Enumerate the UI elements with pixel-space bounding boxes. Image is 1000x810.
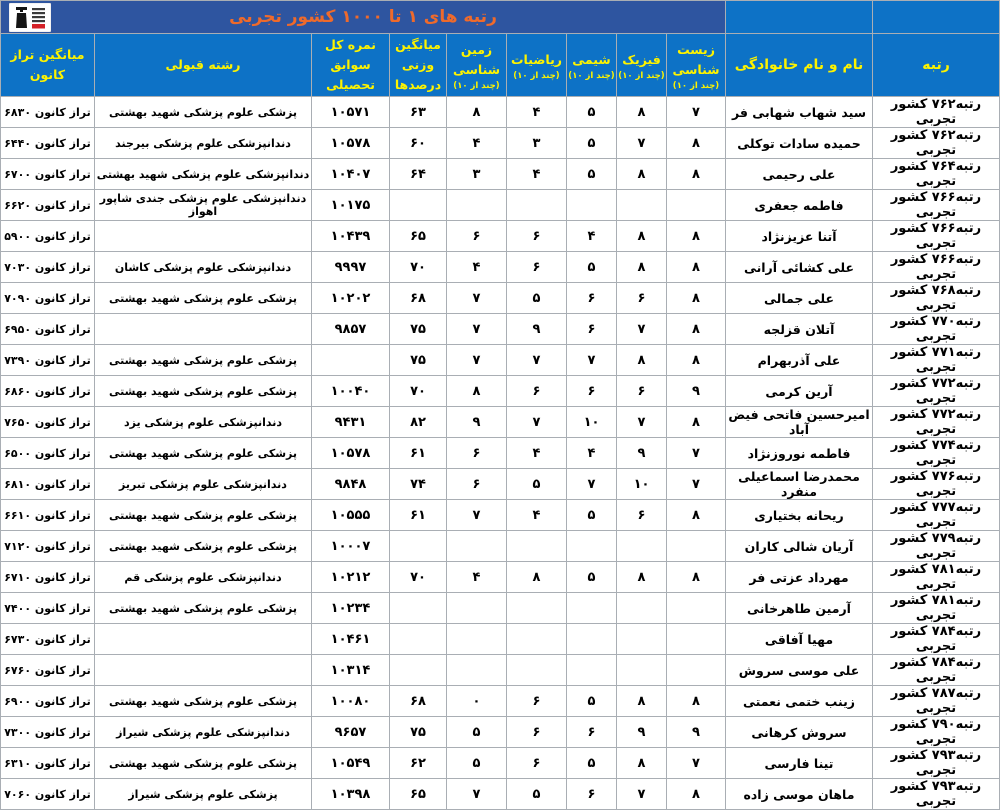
cell-physics: ۹	[617, 438, 667, 469]
cell-biology: ۸	[667, 159, 726, 190]
cell-weighted-avg	[390, 531, 447, 562]
cell-geology	[447, 655, 507, 686]
cell-chemistry: ۵	[567, 500, 617, 531]
cell-major: دندانپزشکی علوم پزشکی شیراز	[95, 717, 312, 748]
cell-physics	[617, 190, 667, 221]
cell-kanoon-avg: تراز کانون ۶۸۶۰	[0, 376, 94, 407]
cell-total-record: ۱۰۴۰۷	[312, 159, 390, 190]
table-row	[0, 345, 999, 376]
header-biology: زیست شناسی (چند از ۱۰)	[667, 34, 726, 97]
cell-math: ۶	[507, 717, 567, 748]
cell-math: ۶	[507, 252, 567, 283]
cell-biology	[667, 593, 726, 624]
cell-name: علی جمالی	[726, 283, 873, 314]
cell-physics: ۸	[617, 345, 667, 376]
cell-biology: ۸	[667, 283, 726, 314]
cell-total-record: ۱۰۰۸۰	[312, 686, 390, 717]
table-row	[0, 314, 999, 345]
cell-total-record: ۱۰۵۷۸	[312, 438, 390, 469]
cell-kanoon-avg: تراز کانون ۷۶۵۰	[0, 407, 94, 438]
cell-major: دندانپزشکی علوم پزشکی شهید بهشتی	[95, 159, 312, 190]
cell-biology: ۹	[667, 717, 726, 748]
cell-total-record	[312, 345, 390, 376]
cell-physics: ۸	[617, 686, 667, 717]
cell-geology: ۸	[447, 376, 507, 407]
cell-rank: رتبه۷۸۴ کشور تجربی	[873, 624, 1000, 655]
cell-biology	[667, 655, 726, 686]
cell-kanoon-avg: تراز کانون ۶۷۱۰	[0, 562, 94, 593]
cell-kanoon-avg: تراز کانون ۶۵۰۰	[0, 438, 94, 469]
cell-weighted-avg: ۶۵	[390, 779, 447, 810]
header-total-record: نمره کل سوابق تحصیلی	[312, 34, 390, 97]
cell-biology: ۸	[667, 686, 726, 717]
cell-rank: رتبه۷۸۴ کشور تجربی	[873, 655, 1000, 686]
cell-physics: ۸	[617, 97, 667, 128]
cell-math	[507, 624, 567, 655]
cell-chemistry: ۶	[567, 717, 617, 748]
cell-kanoon-avg: تراز کانون ۷۴۰۰	[0, 593, 94, 624]
cell-geology: ۵	[447, 717, 507, 748]
cell-major: دندانپزشکی علوم پزشکی قم	[95, 562, 312, 593]
cell-total-record: ۱۰۳۱۴	[312, 655, 390, 686]
cell-major: پزشکی علوم پزشکی شیراز	[95, 779, 312, 810]
cell-major: پزشکی علوم پزشکی شهید بهشتی	[95, 438, 312, 469]
cell-rank: رتبه۷۷۲ کشور تجربی	[873, 407, 1000, 438]
cell-biology: ۸	[667, 128, 726, 159]
cell-chemistry: ۵	[567, 252, 617, 283]
table-row	[0, 438, 999, 469]
table-row	[0, 624, 999, 655]
cell-geology: ۷	[447, 779, 507, 810]
cell-math: ۴	[507, 97, 567, 128]
cell-chemistry	[567, 624, 617, 655]
header-weighted-avg: میانگین وزنی درصدها	[390, 34, 447, 97]
cell-major: دندانپزشکی علوم پزشکی جندی شاپور اهواز	[95, 190, 312, 221]
cell-rank: رتبه۷۶۶ کشور تجربی	[873, 221, 1000, 252]
cell-biology: ۸	[667, 500, 726, 531]
cell-physics: ۷	[617, 128, 667, 159]
cell-total-record: ۱۰۱۷۵	[312, 190, 390, 221]
cell-name: محمدرضا اسماعیلی منفرد	[726, 469, 873, 500]
cell-geology: ۴	[447, 562, 507, 593]
cell-biology: ۷	[667, 97, 726, 128]
cell-geology: ۴	[447, 128, 507, 159]
cell-chemistry: ۶	[567, 283, 617, 314]
cell-kanoon-avg: تراز کانون ۷۳۹۰	[0, 345, 94, 376]
cell-biology: ۸	[667, 221, 726, 252]
cell-physics: ۱۰	[617, 469, 667, 500]
cell-physics: ۶	[617, 376, 667, 407]
cell-weighted-avg: ۷۰	[390, 562, 447, 593]
table-row	[0, 717, 999, 748]
table-row	[0, 190, 999, 221]
cell-name: سید شهاب شهابی فر	[726, 97, 873, 128]
cell-chemistry: ۶	[567, 779, 617, 810]
table-body	[0, 97, 999, 810]
cell-chemistry: ۷	[567, 469, 617, 500]
cell-rank: رتبه۷۹۳ کشور تجربی	[873, 748, 1000, 779]
table-row	[0, 407, 999, 438]
cell-name: امیرحسین فاتحی فیض آباد	[726, 407, 873, 438]
cell-name: مهیا آفاقی	[726, 624, 873, 655]
cell-chemistry: ۱۰	[567, 407, 617, 438]
cell-name: سروش کرهانی	[726, 717, 873, 748]
cell-weighted-avg: ۷۵	[390, 345, 447, 376]
table-row	[0, 655, 999, 686]
table-row	[0, 159, 999, 190]
cell-chemistry: ۵	[567, 562, 617, 593]
cell-physics: ۶	[617, 283, 667, 314]
cell-weighted-avg: ۷۰	[390, 376, 447, 407]
cell-major	[95, 314, 312, 345]
cell-geology: ۷	[447, 345, 507, 376]
cell-math: ۶	[507, 376, 567, 407]
cell-major: دندانپزشکی علوم پزشکی کاشان	[95, 252, 312, 283]
cell-rank: رتبه۷۷۶ کشور تجربی	[873, 469, 1000, 500]
header-row	[0, 34, 999, 97]
cell-chemistry: ۶	[567, 314, 617, 345]
cell-major: پزشکی علوم پزشکی شهید بهشتی	[95, 748, 312, 779]
cell-geology: ۷	[447, 314, 507, 345]
cell-name: آرمین طاهرخانی	[726, 593, 873, 624]
cell-major: پزشکی علوم پزشکی شهید بهشتی	[95, 283, 312, 314]
cell-total-record: ۱۰۵۵۵	[312, 500, 390, 531]
header-kanoon-avg: میانگین تراز کانون	[0, 34, 94, 97]
cell-math: ۴	[507, 159, 567, 190]
cell-weighted-avg: ۶۱	[390, 438, 447, 469]
cell-major: پزشکی علوم پزشکی شهید بهشتی	[95, 376, 312, 407]
cell-chemistry: ۵	[567, 686, 617, 717]
cell-name: آتلان قزلجه	[726, 314, 873, 345]
cell-geology	[447, 593, 507, 624]
cell-math	[507, 190, 567, 221]
table-row	[0, 376, 999, 407]
cell-rank: رتبه۷۷۲ کشور تجربی	[873, 376, 1000, 407]
cell-biology: ۹	[667, 376, 726, 407]
cell-name: آتنا عزیزنژاد	[726, 221, 873, 252]
cell-chemistry: ۵	[567, 159, 617, 190]
cell-total-record: ۹۸۴۸	[312, 469, 390, 500]
cell-rank: رتبه۷۹۳ کشور تجربی	[873, 779, 1000, 810]
cell-name: علی رحیمی	[726, 159, 873, 190]
cell-weighted-avg: ۶۸	[390, 686, 447, 717]
cell-weighted-avg: ۷۴	[390, 469, 447, 500]
cell-kanoon-avg: تراز کانون ۶۴۴۰	[0, 128, 94, 159]
title-band-name-cell	[726, 1, 873, 34]
cell-rank: رتبه۷۸۱ کشور تجربی	[873, 593, 1000, 624]
cell-weighted-avg: ۶۳	[390, 97, 447, 128]
cell-weighted-avg: ۶۵	[390, 221, 447, 252]
cell-name: ماهان موسی زاده	[726, 779, 873, 810]
cell-biology: ۸	[667, 252, 726, 283]
cell-total-record: ۱۰۵۴۹	[312, 748, 390, 779]
cell-name: ریحانه بختیاری	[726, 500, 873, 531]
cell-physics: ۸	[617, 252, 667, 283]
cell-biology	[667, 531, 726, 562]
cell-total-record: ۱۰۲۱۲	[312, 562, 390, 593]
cell-chemistry: ۴	[567, 221, 617, 252]
cell-biology	[667, 190, 726, 221]
cell-physics: ۸	[617, 748, 667, 779]
cell-physics: ۶	[617, 500, 667, 531]
cell-physics: ۷	[617, 779, 667, 810]
cell-geology: ۷	[447, 283, 507, 314]
cell-name: فاطمه نوروزنژاد	[726, 438, 873, 469]
cell-name: حمیده سادات توکلی	[726, 128, 873, 159]
cell-total-record: ۱۰۲۰۲	[312, 283, 390, 314]
cell-kanoon-avg: تراز کانون ۶۶۲۰	[0, 190, 94, 221]
table-row	[0, 283, 999, 314]
cell-geology: ۷	[447, 500, 507, 531]
cell-name: علی موسی سروش	[726, 655, 873, 686]
cell-chemistry	[567, 190, 617, 221]
cell-major: دندانپزشکی علوم پزشکی تبریز	[95, 469, 312, 500]
cell-total-record: ۱۰۵۷۱	[312, 97, 390, 128]
cell-math: ۵	[507, 779, 567, 810]
title-band-rank-cell	[873, 1, 1000, 34]
cell-kanoon-avg: تراز کانون ۷۰۶۰	[0, 779, 94, 810]
cell-rank: رتبه۷۸۷ کشور تجربی	[873, 686, 1000, 717]
cell-geology	[447, 531, 507, 562]
cell-rank: رتبه۷۷۰ کشور تجربی	[873, 314, 1000, 345]
cell-math: ۵	[507, 283, 567, 314]
cell-math: ۸	[507, 562, 567, 593]
cell-geology: ۳	[447, 159, 507, 190]
cell-weighted-avg: ۶۰	[390, 128, 447, 159]
cell-weighted-avg	[390, 655, 447, 686]
cell-rank: رتبه۷۶۶ کشور تجربی	[873, 252, 1000, 283]
cell-math: ۷	[507, 407, 567, 438]
cell-rank: رتبه۷۶۲ کشور تجربی	[873, 97, 1000, 128]
cell-weighted-avg: ۶۸	[390, 283, 447, 314]
cell-major: دندانپزشکی علوم پزشکی بیرجند	[95, 128, 312, 159]
header-math: ریاضیات (چند از ۱۰)	[507, 34, 567, 97]
cell-kanoon-avg: تراز کانون ۶۷۳۰	[0, 624, 94, 655]
cell-kanoon-avg: تراز کانون ۷۰۹۰	[0, 283, 94, 314]
cell-geology: ۶	[447, 221, 507, 252]
cell-biology	[667, 624, 726, 655]
cell-math: ۶	[507, 686, 567, 717]
cell-major: پزشکی علوم پزشکی شهید بهشتی	[95, 500, 312, 531]
cell-total-record: ۱۰۳۹۸	[312, 779, 390, 810]
cell-kanoon-avg: تراز کانون ۶۷۰۰	[0, 159, 94, 190]
header-major: رشته قبولی	[95, 34, 312, 97]
cell-rank: رتبه۷۷۱ کشور تجربی	[873, 345, 1000, 376]
cell-total-record: ۱۰۵۷۸	[312, 128, 390, 159]
cell-total-record: ۱۰۰۴۰	[312, 376, 390, 407]
cell-physics: ۸	[617, 221, 667, 252]
cell-chemistry: ۵	[567, 128, 617, 159]
table-row	[0, 748, 999, 779]
cell-math: ۷	[507, 345, 567, 376]
cell-kanoon-avg: تراز کانون ۶۷۶۰	[0, 655, 94, 686]
cell-chemistry	[567, 531, 617, 562]
cell-kanoon-avg: تراز کانون ۶۸۳۰	[0, 97, 94, 128]
header-chemistry: شیمی (چند از ۱۰)	[567, 34, 617, 97]
cell-rank: رتبه۷۶۶ کشور تجربی	[873, 190, 1000, 221]
cell-physics: ۸	[617, 562, 667, 593]
cell-kanoon-avg: تراز کانون ۷۱۲۰	[0, 531, 94, 562]
cell-geology: ۴	[447, 252, 507, 283]
cell-chemistry: ۵	[567, 748, 617, 779]
cell-physics	[617, 593, 667, 624]
cell-major	[95, 624, 312, 655]
cell-name: علی کشائی آرانی	[726, 252, 873, 283]
title-band	[0, 1, 999, 34]
cell-math	[507, 593, 567, 624]
cell-name: آرین کرمی	[726, 376, 873, 407]
cell-geology: ۸	[447, 97, 507, 128]
cell-geology: ۵	[447, 748, 507, 779]
cell-weighted-avg	[390, 190, 447, 221]
title-band-main	[0, 1, 725, 34]
cell-chemistry	[567, 655, 617, 686]
cell-rank: رتبه۷۶۲ کشور تجربی	[873, 128, 1000, 159]
cell-geology: ۹	[447, 407, 507, 438]
table-row	[0, 469, 999, 500]
cell-weighted-avg: ۷۵	[390, 717, 447, 748]
cell-math: ۴	[507, 500, 567, 531]
cell-total-record: ۱۰۴۳۹	[312, 221, 390, 252]
cell-biology: ۸	[667, 407, 726, 438]
cell-weighted-avg: ۶۲	[390, 748, 447, 779]
cell-rank: رتبه۷۶۸ کشور تجربی	[873, 283, 1000, 314]
cell-chemistry	[567, 593, 617, 624]
cell-weighted-avg	[390, 593, 447, 624]
cell-geology	[447, 624, 507, 655]
cell-biology: ۷	[667, 438, 726, 469]
table-row	[0, 128, 999, 159]
kanoon-logo	[9, 3, 51, 32]
cell-major: پزشکی علوم پزشکی شهید بهشتی	[95, 593, 312, 624]
cell-rank: رتبه۷۷۴ کشور تجربی	[873, 438, 1000, 469]
cell-total-record: ۹۹۹۷	[312, 252, 390, 283]
cell-biology: ۷	[667, 469, 726, 500]
cell-math: ۳	[507, 128, 567, 159]
cell-math: ۹	[507, 314, 567, 345]
cell-math	[507, 655, 567, 686]
cell-physics: ۸	[617, 159, 667, 190]
cell-total-record: ۱۰۴۶۱	[312, 624, 390, 655]
cell-physics: ۷	[617, 407, 667, 438]
cell-physics	[617, 655, 667, 686]
cell-chemistry: ۵	[567, 97, 617, 128]
cell-chemistry: ۴	[567, 438, 617, 469]
cell-weighted-avg: ۷۰	[390, 252, 447, 283]
cell-biology: ۸	[667, 314, 726, 345]
cell-total-record: ۹۸۵۷	[312, 314, 390, 345]
cell-rank: رتبه۷۷۷ کشور تجربی	[873, 500, 1000, 531]
cell-total-record: ۹۶۵۷	[312, 717, 390, 748]
cell-weighted-avg: ۶۱	[390, 500, 447, 531]
cell-chemistry: ۶	[567, 376, 617, 407]
table-row	[0, 593, 999, 624]
cell-biology: ۸	[667, 779, 726, 810]
cell-name: فاطمه جعفری	[726, 190, 873, 221]
cell-kanoon-avg: تراز کانون ۵۹۰۰	[0, 221, 94, 252]
cell-name: علی آذربهرام	[726, 345, 873, 376]
cell-math	[507, 531, 567, 562]
cell-name: مهرداد عزتی فر	[726, 562, 873, 593]
cell-major: پزشکی علوم پزشکی شهید بهشتی	[95, 345, 312, 376]
cell-chemistry: ۷	[567, 345, 617, 376]
cell-math: ۶	[507, 748, 567, 779]
cell-kanoon-avg: تراز کانون ۷۰۳۰	[0, 252, 94, 283]
cell-rank: رتبه۷۶۴ کشور تجربی	[873, 159, 1000, 190]
cell-major: پزشکی علوم پزشکی شهید بهشتی	[95, 531, 312, 562]
cell-weighted-avg	[390, 624, 447, 655]
cell-physics: ۹	[617, 717, 667, 748]
cell-physics: ۷	[617, 314, 667, 345]
table-row	[0, 97, 999, 128]
table-row	[0, 779, 999, 810]
cell-weighted-avg: ۷۵	[390, 314, 447, 345]
cell-major	[95, 221, 312, 252]
header-geology: زمین شناسی (چند از ۱۰)	[447, 34, 507, 97]
cell-kanoon-avg: تراز کانون ۶۶۱۰	[0, 500, 94, 531]
header-rank: رتبه	[873, 34, 1000, 97]
cell-name: زینب ختمی نعمتی	[726, 686, 873, 717]
cell-rank: رتبه۷۷۹ کشور تجربی	[873, 531, 1000, 562]
cell-kanoon-avg: تراز کانون ۶۸۱۰	[0, 469, 94, 500]
table-row	[0, 221, 999, 252]
cell-geology: ۰	[447, 686, 507, 717]
cell-major	[95, 655, 312, 686]
cell-geology: ۶	[447, 438, 507, 469]
cell-math: ۴	[507, 438, 567, 469]
header-physics: فیزیک (چند از ۱۰)	[617, 34, 667, 97]
cell-weighted-avg: ۶۴	[390, 159, 447, 190]
table-row	[0, 252, 999, 283]
cell-physics	[617, 531, 667, 562]
cell-kanoon-avg: تراز کانون ۶۹۰۰	[0, 686, 94, 717]
cell-math: ۵	[507, 469, 567, 500]
header-name: نام و نام خانوادگی	[726, 34, 873, 97]
cell-major: دندانپزشکی علوم پزشکی یزد	[95, 407, 312, 438]
cell-math: ۶	[507, 221, 567, 252]
cell-biology: ۷	[667, 748, 726, 779]
cell-total-record: ۱۰۰۰۷	[312, 531, 390, 562]
cell-total-record: ۹۴۳۱	[312, 407, 390, 438]
table-row	[0, 500, 999, 531]
cell-major: پزشکی علوم پزشکی شهید بهشتی	[95, 686, 312, 717]
cell-biology: ۸	[667, 345, 726, 376]
cell-major: پزشکی علوم پزشکی شهید بهشتی	[95, 97, 312, 128]
table-row	[0, 562, 999, 593]
cell-kanoon-avg: تراز کانون ۶۹۵۰	[0, 314, 94, 345]
cell-geology	[447, 190, 507, 221]
cell-biology: ۸	[667, 562, 726, 593]
cell-geology: ۶	[447, 469, 507, 500]
cell-rank: رتبه۷۸۱ کشور تجربی	[873, 562, 1000, 593]
table-row	[0, 531, 999, 562]
cell-name: آریان شالی کاران	[726, 531, 873, 562]
cell-total-record: ۱۰۲۳۴	[312, 593, 390, 624]
cell-rank: رتبه۷۹۰ کشور تجربی	[873, 717, 1000, 748]
cell-kanoon-avg: تراز کانون ۶۳۱۰	[0, 748, 94, 779]
cell-name: تینا فارسی	[726, 748, 873, 779]
cell-kanoon-avg: تراز کانون ۷۳۰۰	[0, 717, 94, 748]
table-row	[0, 686, 999, 717]
cell-physics	[617, 624, 667, 655]
page-title: رتبه های ۱ تا ۱۰۰۰ کشور تجربی	[229, 6, 497, 27]
cell-weighted-avg: ۸۲	[390, 407, 447, 438]
